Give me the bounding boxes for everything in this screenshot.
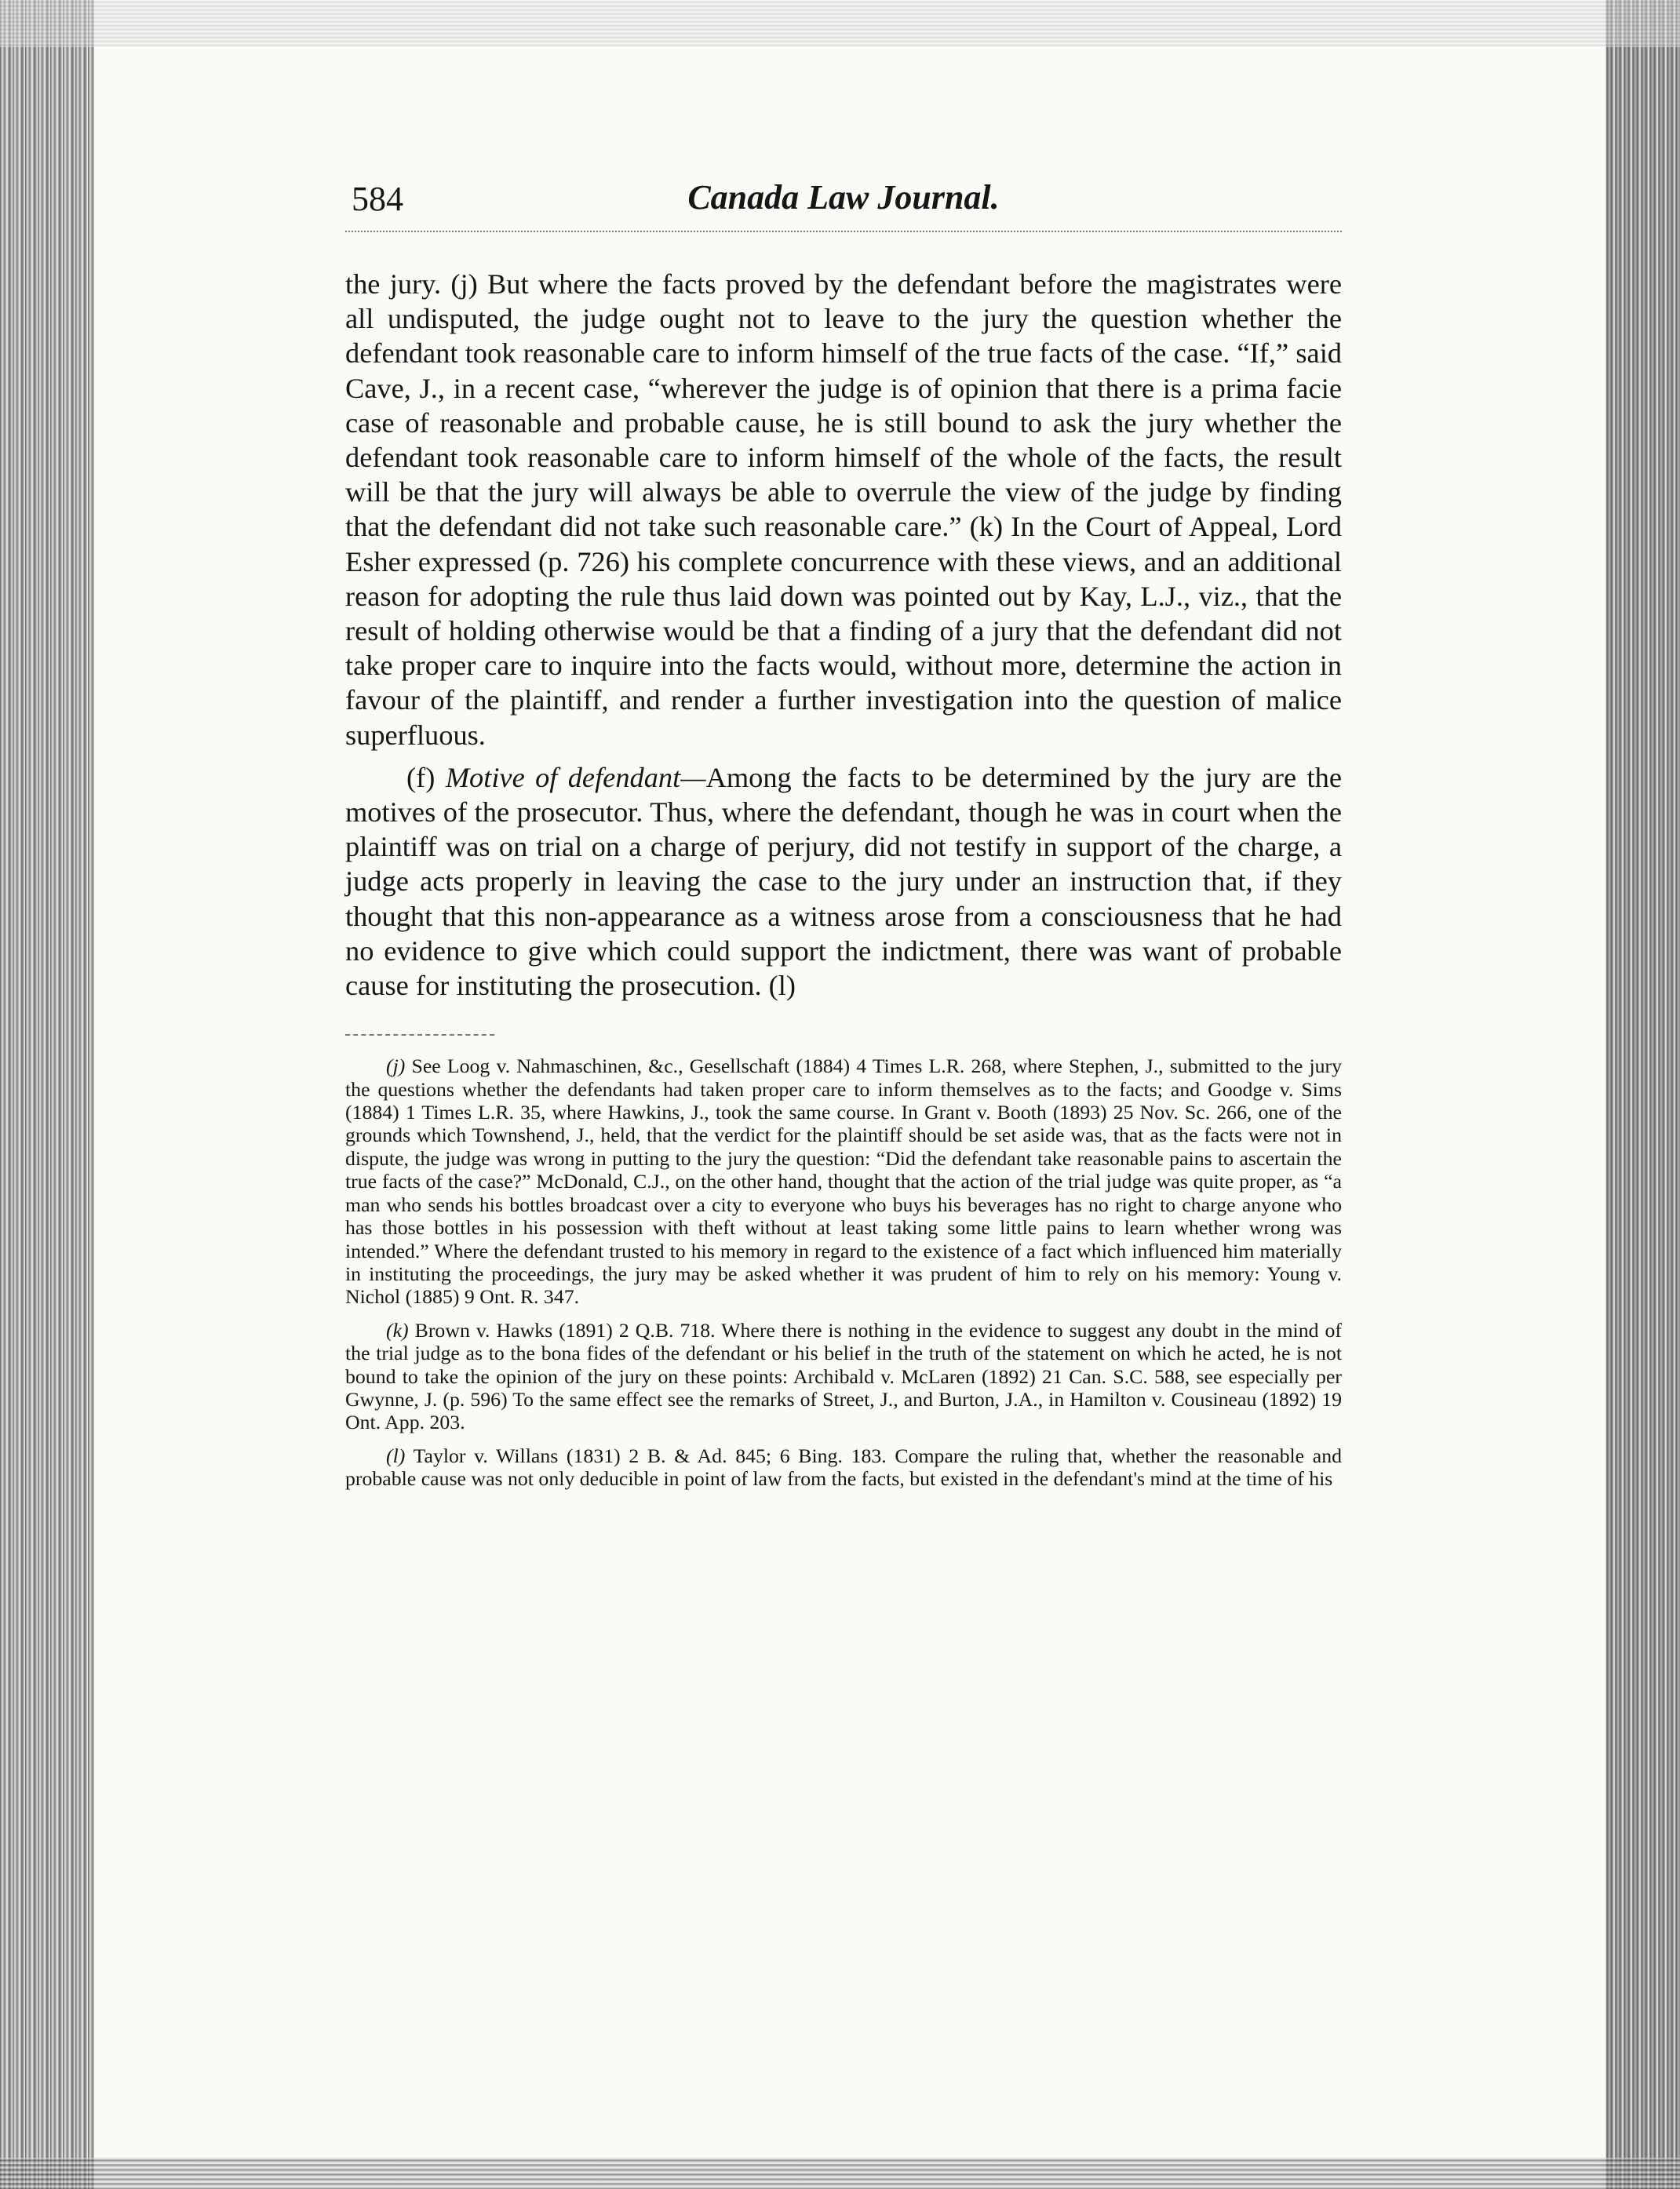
footnote-k xyxy=(345,1319,1342,1434)
footnotes xyxy=(345,1054,1342,1490)
page-edge-right xyxy=(1605,0,1680,2189)
footnote-separator xyxy=(345,1034,494,1036)
journal-title: Canada Law Journal. xyxy=(687,178,1000,217)
footnote-j-text: See Loog v. Nahmaschinen, &c., Gesellschaft (1884) 4 Times L.R. 268, where Stephen, J., submitted to the jury the questions whether the defendants had taken proper care to inform themselves as to the facts; and Goodge v. Sims (1884) 1 Times L.R. 35, where Hawkins, J., took the same course. In Grant v. Booth (1893) 25 Nov. Sc. 266, one of the grounds which Townshend, J., held, that the verdict for the plaintiff should be set aside was, that as the facts were not in dispute, the judge was wrong in putting to the jury the question: “Did the defendant take reasonable pains to ascertain the true facts of the case?” McDonald, C.J., on the other hand, thought that the action of the trial judge was quite proper, as “a man who sends his bottles broadcast over a city to everyone who buys his beverages has no right to charge anyone who has those bottles in his possession with theft without at least taking some little pains to learn whether wrong was intended.” Where the defendant trusted to his memory in regard to the existence of a fact which influenced him materially in instituting the proceedings, the jury may be asked whether it was prudent of him to rely on his memory: Young v. Nichol (1885) 9 Ont. R. 347. xyxy=(345,1054,1342,1309)
footnote-k-label: (k) xyxy=(386,1318,409,1342)
section-heading: Motive of defendant— xyxy=(445,761,706,793)
body-paragraph-1: the jury. (j) But where the facts proved by the defendant before the magistrates were all undisputed, the judge ought not to leave to the jury the question whether the defendant took reasonable care to inform himself of the true facts of the case. “If,” said Cave, J., in a recent case, “wherever the judge is of opinion that there is a prima facie case of reasonable and probable cause, he is still bound to ask the jury whether the defendant took reasonable care to inform himself of the whole of the facts, the result will be that the jury will always be able to overrule the view of the judge by finding that the defendant did not take such reasonable care.” (k) In the Court of Appeal, Lord Esher expressed (p. 726) his complete concurrence with these views, and an additional reason for adopting the rule thus laid down was pointed out by Kay, L.J., viz., that the result of holding otherwise would be that a finding of a jury that the defendant did not take proper care to inquire into the facts would, without more, determine the action in favour of the plaintiff, and render a further investigation into the question of malice superfluous. xyxy=(345,268,1342,751)
footnote-k-text: Brown v. Hawks (1891) 2 Q.B. 718. Where there is nothing in the evidence to suggest any doubt in the mind of the trial judge as to the bona fides of the defendant or his belief in the truth of the statement on which he acted, he is not bound to take the opinion of the jury on these points: Archibald v. McLaren (1892) 21 Can. S.C. 588, see especially per Gwynne, J. (p. 596) To the same effect see the remarks of Street, J., and Burton, J.A., in Hamilton v. Cousineau (1892) 19 Ont. App. 203. xyxy=(345,1318,1342,1434)
running-header xyxy=(345,173,1342,232)
footnote-l-label: (l) xyxy=(386,1444,406,1467)
section-label: (f) xyxy=(406,761,435,793)
footnote-j-label: (j) xyxy=(386,1054,406,1078)
main-text xyxy=(345,267,1342,1003)
footnote-j xyxy=(345,1054,1342,1308)
page-edge-top xyxy=(0,0,1680,47)
book-binding-edge-left xyxy=(0,0,94,2189)
page-content xyxy=(345,173,1342,1501)
footnote-l-text: Taylor v. Willans (1831) 2 B. & Ad. 845; 6 Bing. 183. Compare the ruling that, whether the reasonable and probable cause was not only deducible in point of law from the facts, but existed in the defendant's mind at the time of his xyxy=(345,1444,1342,1491)
page-edge-bottom xyxy=(0,2158,1680,2189)
page-number: 584 xyxy=(352,180,403,218)
footnote-l xyxy=(345,1444,1342,1491)
body-paragraph-2-text: Among the facts to be determined by the jury are the motives of the prosecutor. Thus, where the defendant, though he was in court when the plaintiff was on trial on a charge of perjury, did not testify in support of the charge, a judge acts properly in leaving the case to the jury under an instruction that, if they thought that this non-appearance as a witness arose from a consciousness that he had no evidence to give which could support the indictment, there was want of probable cause for instituting the prosecution. (l) xyxy=(345,761,1342,1002)
body-paragraph-2 xyxy=(345,760,1342,1003)
